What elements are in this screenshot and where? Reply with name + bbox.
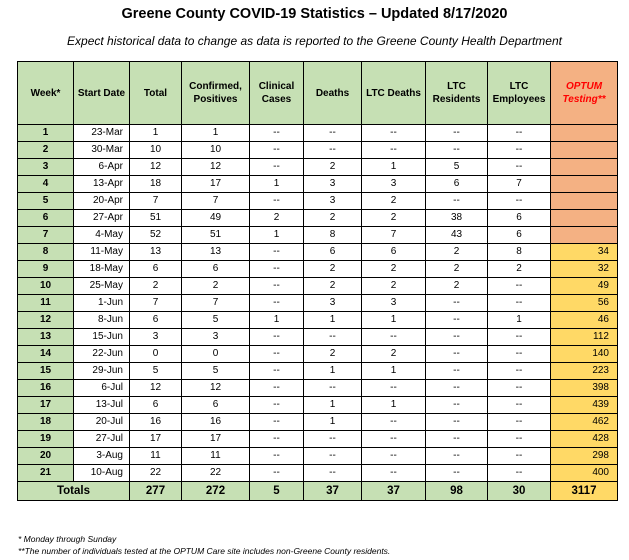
- cell-confirmed: 12: [182, 159, 250, 176]
- cell-ltc-residents: --: [426, 431, 488, 448]
- cell-confirmed: 51: [182, 227, 250, 244]
- cell-confirmed: 7: [182, 295, 250, 312]
- cell-deaths: --: [304, 380, 362, 397]
- cell-optum: 398: [551, 380, 618, 397]
- totals-optum: 3117: [551, 482, 618, 501]
- cell-optum: 32: [551, 261, 618, 278]
- cell-start-date: 13-Jul: [74, 397, 130, 414]
- cell-confirmed: 5: [182, 312, 250, 329]
- cell-clinical: --: [250, 244, 304, 261]
- cell-ltc-residents: --: [426, 448, 488, 465]
- cell-week: 6: [18, 210, 74, 227]
- cell-clinical: --: [250, 142, 304, 159]
- cell-clinical: --: [250, 431, 304, 448]
- cell-total: 10: [130, 142, 182, 159]
- cell-optum: 112: [551, 329, 618, 346]
- cell-total: 6: [130, 397, 182, 414]
- cell-optum: 140: [551, 346, 618, 363]
- cell-ltc-employees: --: [488, 465, 551, 482]
- cell-clinical: --: [250, 125, 304, 142]
- header-optum-testing: OPTUM Testing**: [551, 62, 618, 125]
- cell-optum: [551, 125, 618, 142]
- table-row: [18, 210, 618, 227]
- cell-ltc-deaths: 2: [362, 346, 426, 363]
- cell-ltc-employees: --: [488, 159, 551, 176]
- cell-total: 6: [130, 312, 182, 329]
- cell-total: 0: [130, 346, 182, 363]
- cell-deaths: 3: [304, 176, 362, 193]
- cell-confirmed: 16: [182, 414, 250, 431]
- cell-clinical: 1: [250, 176, 304, 193]
- cell-ltc-residents: 43: [426, 227, 488, 244]
- cell-confirmed: 11: [182, 448, 250, 465]
- header-week: Week*: [18, 62, 74, 125]
- cell-deaths: --: [304, 431, 362, 448]
- cell-start-date: 18-May: [74, 261, 130, 278]
- cell-ltc-employees: 1: [488, 312, 551, 329]
- page-title: Greene County COVID-19 Statistics – Updated 8/17/2020: [121, 6, 508, 22]
- cell-confirmed: 10: [182, 142, 250, 159]
- cell-ltc-deaths: --: [362, 431, 426, 448]
- cell-ltc-residents: 5: [426, 159, 488, 176]
- cell-start-date: 27-Apr: [74, 210, 130, 227]
- cell-ltc-deaths: 2: [362, 261, 426, 278]
- cell-start-date: 23-Mar: [74, 125, 130, 142]
- cell-week: 20: [18, 448, 74, 465]
- table-row: [18, 465, 618, 482]
- cell-start-date: 11-May: [74, 244, 130, 261]
- cell-start-date: 13-Apr: [74, 176, 130, 193]
- cell-week: 16: [18, 380, 74, 397]
- cell-ltc-employees: --: [488, 329, 551, 346]
- cell-deaths: 6: [304, 244, 362, 261]
- cell-optum: [551, 159, 618, 176]
- cell-confirmed: 1: [182, 125, 250, 142]
- cell-confirmed: 6: [182, 261, 250, 278]
- cell-week: 5: [18, 193, 74, 210]
- table-row: [18, 414, 618, 431]
- cell-confirmed: 3: [182, 329, 250, 346]
- header-clinical-cases: Clinical Cases: [250, 62, 304, 125]
- cell-total: 52: [130, 227, 182, 244]
- cell-total: 2: [130, 278, 182, 295]
- cell-ltc-residents: --: [426, 329, 488, 346]
- cell-ltc-residents: --: [426, 397, 488, 414]
- cell-start-date: 20-Apr: [74, 193, 130, 210]
- footnote-week: * Monday through Sunday: [18, 534, 117, 544]
- cell-ltc-employees: 6: [488, 210, 551, 227]
- table-row: [18, 278, 618, 295]
- cell-deaths: --: [304, 465, 362, 482]
- cell-ltc-residents: --: [426, 346, 488, 363]
- cell-ltc-employees: 2: [488, 261, 551, 278]
- cell-total: 7: [130, 193, 182, 210]
- cell-start-date: 30-Mar: [74, 142, 130, 159]
- table-row: [18, 227, 618, 244]
- cell-ltc-residents: --: [426, 295, 488, 312]
- cell-week: 11: [18, 295, 74, 312]
- cell-confirmed: 0: [182, 346, 250, 363]
- table-row: [18, 125, 618, 142]
- totals-label: Totals: [18, 482, 130, 501]
- cell-clinical: --: [250, 159, 304, 176]
- table-row: [18, 142, 618, 159]
- cell-clinical: --: [250, 414, 304, 431]
- cell-deaths: 3: [304, 295, 362, 312]
- table-row: [18, 346, 618, 363]
- table-row: [18, 261, 618, 278]
- cell-ltc-residents: --: [426, 363, 488, 380]
- cell-clinical: --: [250, 193, 304, 210]
- cell-week: 8: [18, 244, 74, 261]
- cell-optum: 223: [551, 363, 618, 380]
- cell-start-date: 6-Apr: [74, 159, 130, 176]
- totals-ltc-deaths: 37: [362, 482, 426, 501]
- cell-optum: 428: [551, 431, 618, 448]
- table-row: [18, 244, 618, 261]
- footnote-optum: **The number of individuals tested at the OPTUM Care site includes non-Greene County residents.: [18, 546, 391, 556]
- cell-deaths: 3: [304, 193, 362, 210]
- table-row: [18, 431, 618, 448]
- cell-ltc-deaths: 1: [362, 397, 426, 414]
- cell-ltc-employees: --: [488, 142, 551, 159]
- cell-total: 17: [130, 431, 182, 448]
- cell-total: 12: [130, 159, 182, 176]
- cell-optum: [551, 176, 618, 193]
- cell-ltc-employees: --: [488, 295, 551, 312]
- cell-deaths: 2: [304, 346, 362, 363]
- cell-total: 3: [130, 329, 182, 346]
- header-deaths: Deaths: [304, 62, 362, 125]
- cell-ltc-residents: --: [426, 125, 488, 142]
- cell-ltc-residents: 38: [426, 210, 488, 227]
- cell-deaths: --: [304, 142, 362, 159]
- cell-confirmed: 6: [182, 397, 250, 414]
- cell-clinical: --: [250, 295, 304, 312]
- cell-ltc-employees: --: [488, 278, 551, 295]
- table-row: [18, 397, 618, 414]
- cell-ltc-residents: 2: [426, 278, 488, 295]
- cell-week: 2: [18, 142, 74, 159]
- header-ltc-deaths: LTC Deaths: [362, 62, 426, 125]
- totals-clinical: 5: [250, 482, 304, 501]
- table-row: [18, 193, 618, 210]
- cell-optum: 298: [551, 448, 618, 465]
- cell-ltc-employees: --: [488, 448, 551, 465]
- cell-total: 7: [130, 295, 182, 312]
- cell-start-date: 3-Aug: [74, 448, 130, 465]
- page-subtitle: Expect historical data to change as data is reported to the Greene County Health Department: [67, 34, 562, 48]
- table-row: [18, 312, 618, 329]
- cell-ltc-deaths: --: [362, 142, 426, 159]
- cell-clinical: --: [250, 465, 304, 482]
- cell-start-date: 25-May: [74, 278, 130, 295]
- cell-confirmed: 5: [182, 363, 250, 380]
- cell-ltc-residents: --: [426, 414, 488, 431]
- cell-optum: 439: [551, 397, 618, 414]
- cell-ltc-deaths: --: [362, 125, 426, 142]
- cell-ltc-deaths: 6: [362, 244, 426, 261]
- cell-total: 11: [130, 448, 182, 465]
- cell-start-date: 4-May: [74, 227, 130, 244]
- cell-confirmed: 17: [182, 176, 250, 193]
- cell-clinical: 1: [250, 312, 304, 329]
- cell-clinical: --: [250, 397, 304, 414]
- cell-optum: 462: [551, 414, 618, 431]
- cell-deaths: 8: [304, 227, 362, 244]
- cell-total: 51: [130, 210, 182, 227]
- table-row: [18, 380, 618, 397]
- cell-week: 10: [18, 278, 74, 295]
- cell-ltc-deaths: 2: [362, 210, 426, 227]
- cell-optum: [551, 227, 618, 244]
- cell-week: 7: [18, 227, 74, 244]
- cell-ltc-employees: --: [488, 431, 551, 448]
- totals-row: [18, 482, 618, 501]
- cell-clinical: --: [250, 363, 304, 380]
- header-total: Total: [130, 62, 182, 125]
- cell-week: 14: [18, 346, 74, 363]
- cell-ltc-deaths: 3: [362, 295, 426, 312]
- cell-ltc-employees: --: [488, 380, 551, 397]
- cell-clinical: 1: [250, 227, 304, 244]
- cell-total: 16: [130, 414, 182, 431]
- cell-deaths: --: [304, 448, 362, 465]
- header-ltc-employees: LTC Employees: [488, 62, 551, 125]
- cell-deaths: 2: [304, 210, 362, 227]
- totals-ltc-residents: 98: [426, 482, 488, 501]
- table-row: [18, 363, 618, 380]
- cell-confirmed: 49: [182, 210, 250, 227]
- cell-confirmed: 12: [182, 380, 250, 397]
- cell-clinical: --: [250, 380, 304, 397]
- cell-ltc-deaths: 3: [362, 176, 426, 193]
- cell-ltc-deaths: 2: [362, 278, 426, 295]
- cell-optum: 56: [551, 295, 618, 312]
- totals-confirmed: 272: [182, 482, 250, 501]
- cell-ltc-deaths: 1: [362, 159, 426, 176]
- cell-ltc-deaths: 2: [362, 193, 426, 210]
- cell-clinical: --: [250, 278, 304, 295]
- cell-optum: 400: [551, 465, 618, 482]
- cell-ltc-employees: --: [488, 125, 551, 142]
- cell-deaths: 1: [304, 312, 362, 329]
- cell-deaths: 1: [304, 363, 362, 380]
- cell-start-date: 10-Aug: [74, 465, 130, 482]
- cell-ltc-deaths: 7: [362, 227, 426, 244]
- cell-total: 18: [130, 176, 182, 193]
- cell-confirmed: 22: [182, 465, 250, 482]
- cell-ltc-residents: --: [426, 312, 488, 329]
- cell-week: 21: [18, 465, 74, 482]
- cell-start-date: 6-Jul: [74, 380, 130, 397]
- cell-deaths: 2: [304, 278, 362, 295]
- cell-clinical: 2: [250, 210, 304, 227]
- cell-ltc-employees: --: [488, 193, 551, 210]
- cell-confirmed: 7: [182, 193, 250, 210]
- cell-ltc-residents: --: [426, 142, 488, 159]
- cell-start-date: 29-Jun: [74, 363, 130, 380]
- cell-week: 18: [18, 414, 74, 431]
- cell-total: 12: [130, 380, 182, 397]
- cell-total: 6: [130, 261, 182, 278]
- cell-deaths: 2: [304, 159, 362, 176]
- cell-start-date: 22-Jun: [74, 346, 130, 363]
- cell-confirmed: 17: [182, 431, 250, 448]
- table-row: [18, 295, 618, 312]
- cell-ltc-employees: --: [488, 414, 551, 431]
- cell-clinical: --: [250, 448, 304, 465]
- header-row: [18, 62, 618, 125]
- cell-clinical: --: [250, 261, 304, 278]
- cell-ltc-residents: 6: [426, 176, 488, 193]
- cell-week: 4: [18, 176, 74, 193]
- cell-week: 13: [18, 329, 74, 346]
- cell-ltc-deaths: --: [362, 329, 426, 346]
- table-row: [18, 159, 618, 176]
- cell-ltc-deaths: --: [362, 448, 426, 465]
- header-ltc-residents: LTC Residents: [426, 62, 488, 125]
- cell-optum: 46: [551, 312, 618, 329]
- cell-ltc-employees: --: [488, 346, 551, 363]
- cell-ltc-residents: 2: [426, 244, 488, 261]
- cell-ltc-residents: 2: [426, 261, 488, 278]
- cell-ltc-employees: 7: [488, 176, 551, 193]
- cell-ltc-deaths: --: [362, 465, 426, 482]
- cell-total: 1: [130, 125, 182, 142]
- cell-deaths: 2: [304, 261, 362, 278]
- cell-confirmed: 2: [182, 278, 250, 295]
- cell-week: 3: [18, 159, 74, 176]
- statistics-table: [17, 61, 618, 501]
- cell-start-date: 1-Jun: [74, 295, 130, 312]
- cell-ltc-deaths: 1: [362, 312, 426, 329]
- cell-optum: [551, 193, 618, 210]
- totals-total: 277: [130, 482, 182, 501]
- cell-ltc-residents: --: [426, 465, 488, 482]
- cell-week: 19: [18, 431, 74, 448]
- cell-optum: [551, 142, 618, 159]
- cell-ltc-deaths: 1: [362, 363, 426, 380]
- totals-deaths: 37: [304, 482, 362, 501]
- cell-ltc-employees: 8: [488, 244, 551, 261]
- cell-total: 13: [130, 244, 182, 261]
- cell-start-date: 15-Jun: [74, 329, 130, 346]
- cell-week: 12: [18, 312, 74, 329]
- cell-ltc-deaths: --: [362, 380, 426, 397]
- cell-deaths: 1: [304, 414, 362, 431]
- header-confirmed-positives: Confirmed, Positives: [182, 62, 250, 125]
- cell-ltc-residents: --: [426, 193, 488, 210]
- cell-ltc-employees: 6: [488, 227, 551, 244]
- cell-ltc-employees: --: [488, 363, 551, 380]
- cell-start-date: 20-Jul: [74, 414, 130, 431]
- cell-optum: 49: [551, 278, 618, 295]
- cell-total: 5: [130, 363, 182, 380]
- cell-deaths: --: [304, 329, 362, 346]
- cell-week: 1: [18, 125, 74, 142]
- cell-week: 15: [18, 363, 74, 380]
- table-row: [18, 448, 618, 465]
- cell-optum: 34: [551, 244, 618, 261]
- cell-ltc-employees: --: [488, 397, 551, 414]
- cell-ltc-residents: --: [426, 380, 488, 397]
- cell-deaths: --: [304, 125, 362, 142]
- cell-clinical: --: [250, 346, 304, 363]
- cell-confirmed: 13: [182, 244, 250, 261]
- cell-deaths: 1: [304, 397, 362, 414]
- cell-total: 22: [130, 465, 182, 482]
- header-start-date: Start Date: [74, 62, 130, 125]
- cell-clinical: --: [250, 329, 304, 346]
- cell-start-date: 27-Jul: [74, 431, 130, 448]
- table-row: [18, 329, 618, 346]
- cell-start-date: 8-Jun: [74, 312, 130, 329]
- cell-week: 9: [18, 261, 74, 278]
- table-row: [18, 176, 618, 193]
- cell-week: 17: [18, 397, 74, 414]
- cell-optum: [551, 210, 618, 227]
- totals-ltc-employees: 30: [488, 482, 551, 501]
- cell-ltc-deaths: --: [362, 414, 426, 431]
